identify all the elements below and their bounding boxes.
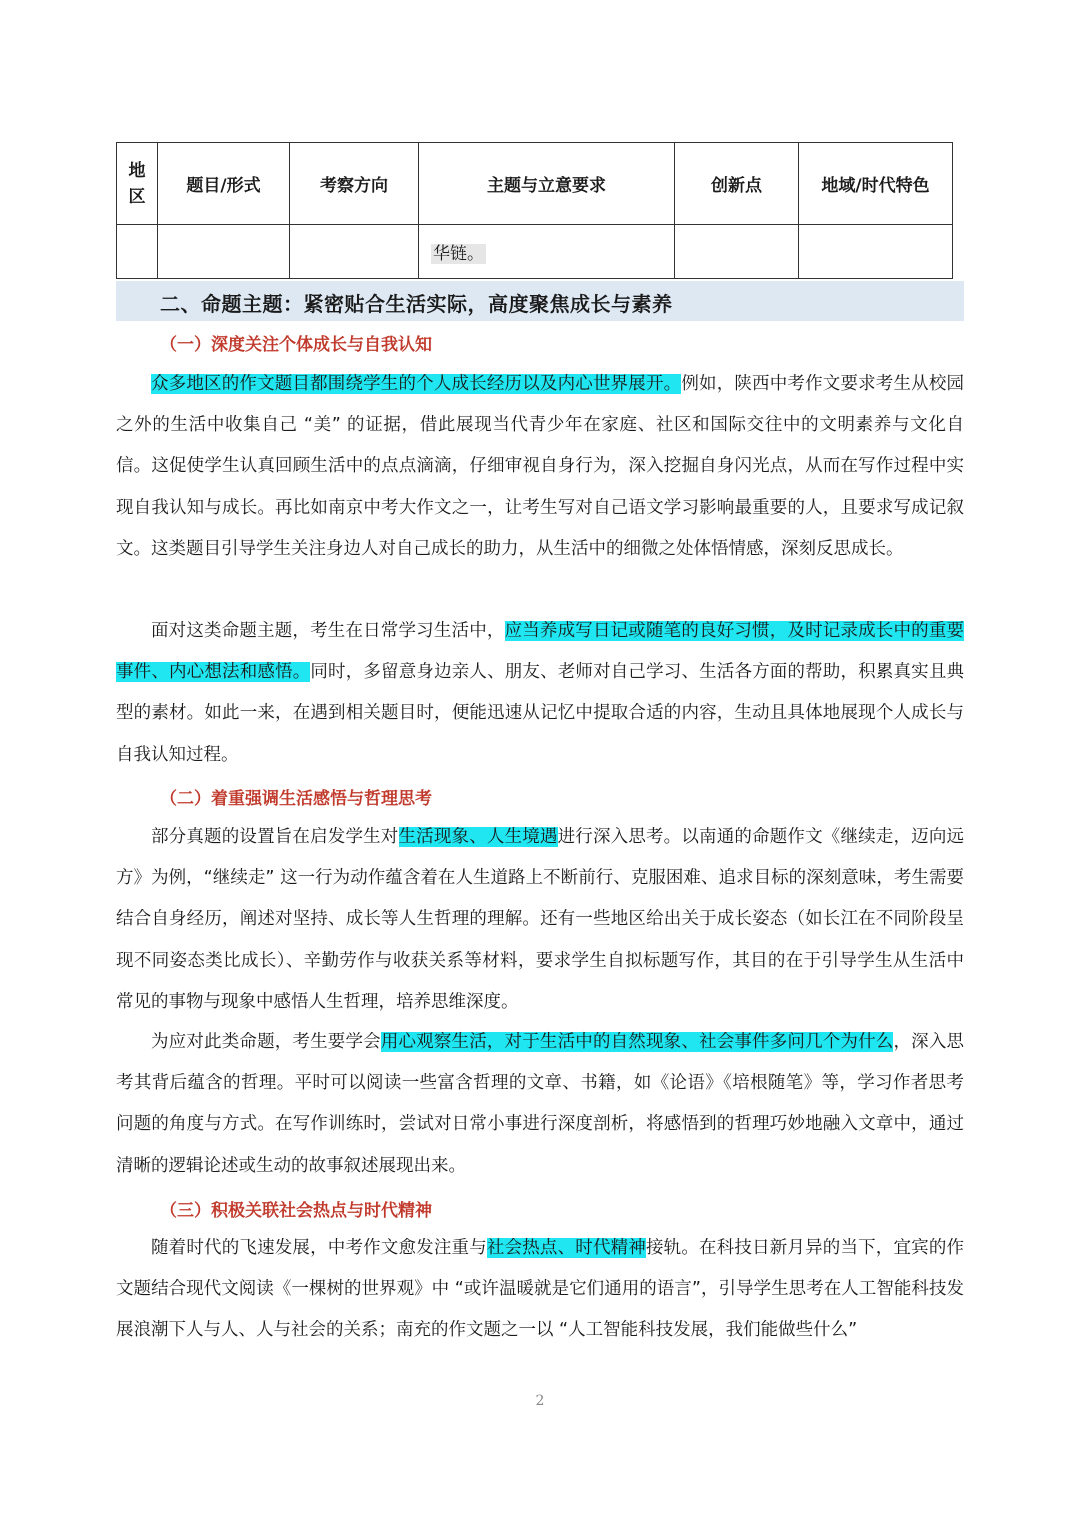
section-heading: 二、命题主题：紧密贴合生活实际，高度聚焦成长与素养 xyxy=(160,292,673,316)
highlight-text: 应当养成写日记或随笔的良好习惯，及时记录成长中的重要事件、内心想法和感悟。 xyxy=(116,621,965,683)
highlight-text: 社会热点、时代精神 xyxy=(486,1238,646,1258)
subheading-2: （二）着重强调生活感悟与哲理思考 xyxy=(160,789,432,809)
paragraph-5: 随着时代的飞速发展，中考作文愈发注重与社会热点、时代精神接轨。在科技日新月异的当下，宜宾的作文题结合现代文阅读《一棵树的世界观》中 “或许温暖就是它们通用的语言”，引导学生思考在人工智能科技发展浪潮下人与人、人与社会的关系；南充的作文题之一以 “人工智能科技发展，我们能做些什么” xyxy=(116,1238,965,1341)
header-theme: 主题与立意要求 xyxy=(419,143,675,225)
highlight-text: 用心观察生活，对于生活中的自然现象、社会事件多问几个为什么 xyxy=(380,1032,894,1052)
table-cell xyxy=(799,225,953,279)
highlight-text: 众多地区的作文题目都围绕学生的个人成长经历以及内心世界展开。 xyxy=(151,374,682,394)
subheading-1: （一）深度关注个体成长与自我认知 xyxy=(160,335,432,355)
theme-cell-text: 华链。 xyxy=(433,244,484,264)
table-row xyxy=(117,225,953,279)
header-feature: 地域/时代特色 xyxy=(799,143,953,225)
table-cell xyxy=(675,225,799,279)
table-cell-theme xyxy=(419,225,675,279)
header-innovation: 创新点 xyxy=(675,143,799,225)
header-direction: 考察方向 xyxy=(290,143,419,225)
paragraph-2: 面对这类命题主题，考生在日常学习生活中，应当养成写日记或随笔的良好习惯，及时记录成长中的重要事件、内心想法和感悟。同时，多留意身边亲人、朋友、老师对自己学习、生活各方面的帮助，积累真实且典型的素材。如此一来，在遇到相关题目时，便能迅速从记忆中提取合适的内容，生动且具体地展现个人成长与自我认知过程。 xyxy=(116,621,965,765)
table-cell xyxy=(117,225,158,279)
page-number: 2 xyxy=(535,1393,545,1409)
summary-table xyxy=(116,142,953,279)
paragraph-4: 为应对此类命题，考生要学会用心观察生活，对于生活中的自然现象、社会事件多问几个为什么，深入思考其背后蕴含的哲理。平时可以阅读一些富含哲理的文章、书籍，如《论语》《培根随笔》等，学习作者思考问题的角度与方式。在写作训练时，尝试对日常小事进行深度剖析，将感悟到的哲理巧妙地融入文章中，通过清晰的逻辑论述或生动的故事叙述展现出来。 xyxy=(116,1032,965,1176)
subheading-3: （三）积极关联社会热点与时代精神 xyxy=(160,1201,432,1221)
header-region: 地 区 xyxy=(117,143,158,225)
table-cell xyxy=(290,225,419,279)
paragraph-3: 部分真题的设置旨在启发学生对生活现象、人生境遇进行深入思考。以南通的命题作文《继续走，迈向远方》为例，“继续走” 这一行为动作蕴含着在人生道路上不断前行、克服困难、追求目标的深刻意味，考生需要结合自身经历，阐述对坚持、成长等人生哲理的理解。还有一些地区给出关于成长姿态（如长江在不同阶段呈现不同姿态类比成长）、辛勤劳作与收获关系等材料，要求学生自拟标题写作，其目的在于引导学生从生活中常见的事物与现象中感悟人生哲理，培养思维深度。 xyxy=(116,827,965,1012)
highlight-text: 生活现象、人生境遇 xyxy=(398,827,558,847)
table-header-row xyxy=(117,143,953,225)
table-cell xyxy=(158,225,290,279)
paragraph-1: 众多地区的作文题目都围绕学生的个人成长经历以及内心世界展开。例如，陕西中考作文要求考生从校园之外的生活中收集自己 “美” 的证据，借此展现当代青少年在家庭、社区和国际交往中的文明素养与文化自信。这促使学生认真回顾生活中的点点滴滴，仔细审视自身行为，深入挖掘自身闪光点，从而在写作过程中实现自我认知与成长。再比如南京中考大作文之一，让考生写对自己语文学习影响最重要的人，且要求写成记叙文。这类题目引导学生关注身边人对自己成长的助力，从生活中的细微之处体悟情感，深刻反思成长。 xyxy=(116,374,965,559)
header-title-form: 题目/形式 xyxy=(158,143,290,225)
